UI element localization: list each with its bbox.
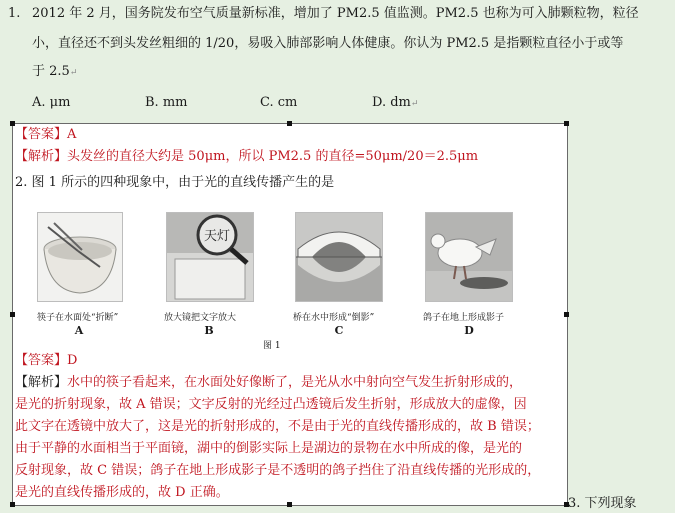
option-c: C. cm <box>260 95 298 110</box>
analysis-1-text: 头发丝的直径大约是 50μm，所以 PM2.5 的直径=50μm/20＝2.5μm <box>67 149 479 164</box>
resize-handle-middle-left[interactable] <box>10 312 15 317</box>
letter-d: D <box>464 324 474 337</box>
analysis-1-label: 【解析】 <box>15 149 68 164</box>
analysis-2-line-4: 由于平静的水面相当于平面镜，湖中的倒影实际上是湖边的景物在水中所成的像，是光的 <box>15 441 523 456</box>
analysis-2-label: 【解析】 <box>15 375 68 390</box>
option-d-text: D. dm <box>372 95 411 110</box>
analysis-2-line-3: 此文字在透镜中放大了，这是光的折射形成的，不是由于光的直线传播形成的，故 B 错误； <box>15 419 540 434</box>
letter-b: B <box>204 324 214 337</box>
analysis-2-text-1: 水中的筷子看起来，在水面处好像断了，是光从水中射向空气发生折射形成的， <box>67 375 523 390</box>
option-a: A. μm <box>32 95 71 110</box>
photo-pigeon-shadow <box>425 212 513 302</box>
figure-label: 图 1 <box>263 341 281 351</box>
resize-handle-middle-right[interactable] <box>564 312 569 317</box>
photo-magnifier <box>166 212 254 302</box>
answer-2: 【答案】D <box>15 353 78 368</box>
question-2-text: 2. 图 1 所示的四种现象中，由于光的直线传播产生的是 <box>15 175 335 190</box>
question-1 <box>0 0 675 120</box>
resize-handle-bottom-left[interactable] <box>10 502 15 507</box>
analysis-2-line-6: 是光的直线传播形成的，故 D 正确。 <box>15 485 229 500</box>
resize-handle-top-right[interactable] <box>564 121 569 126</box>
selected-content-box[interactable] <box>12 123 568 506</box>
question-1-line-1: 2012 年 2 月，国务院发布空气质量新标准，增加了 PM2.5 值监测。PM2.5 也称为可入肺颗粒物，粒径 <box>32 6 639 21</box>
letter-c: C <box>334 324 344 337</box>
resize-handle-top-left[interactable] <box>10 121 15 126</box>
paragraph-mark-icon: ↵ <box>410 99 419 109</box>
question-1-line-3 <box>32 63 77 82</box>
question-3-start: 3. 下列现象 <box>568 496 637 511</box>
caption-a: 筷子在水面处“折断” <box>37 313 119 323</box>
question-1-number: 1. <box>8 6 21 21</box>
caption-b: 放大镜把文字放大 <box>164 313 237 323</box>
question-1-line-2: 小，直径还不到头发丝粗细的 1/20，易吸入肺部影响人体健康。你认为 PM2.5 是指颗粒直径小于或等 <box>32 36 624 51</box>
question-1-line-3-text: 于 2.5 <box>32 64 70 79</box>
option-b: B. mm <box>145 95 188 110</box>
analysis-1 <box>15 148 478 166</box>
resize-handle-top-middle[interactable] <box>287 121 292 126</box>
caption-c: 桥在水中形成“倒影” <box>293 313 375 323</box>
analysis-2-line-1 <box>15 374 522 392</box>
caption-d: 鸽子在地上形成影子 <box>423 313 505 323</box>
photo-bridge-reflection <box>295 212 383 302</box>
option-d <box>372 94 418 113</box>
analysis-2-line-2: 是光的折射现象，故 A 错误；文字反射的光经过凸透镜后发生折射，形成放大的虚像，因 <box>15 397 527 412</box>
paragraph-mark-icon: ↵ <box>69 68 78 78</box>
photo-chopsticks-bowl <box>37 212 123 302</box>
letter-a: A <box>74 324 84 337</box>
answer-1: 【答案】A <box>15 127 77 142</box>
resize-handle-bottom-middle[interactable] <box>287 502 292 507</box>
magnifier-text: 天灯 <box>203 229 231 244</box>
analysis-2-line-5: 反射现象，故 C 错误；鸽子在地上形成影子是不透明的鸽子挡住了沿直线传播的光形成的， <box>15 463 541 478</box>
